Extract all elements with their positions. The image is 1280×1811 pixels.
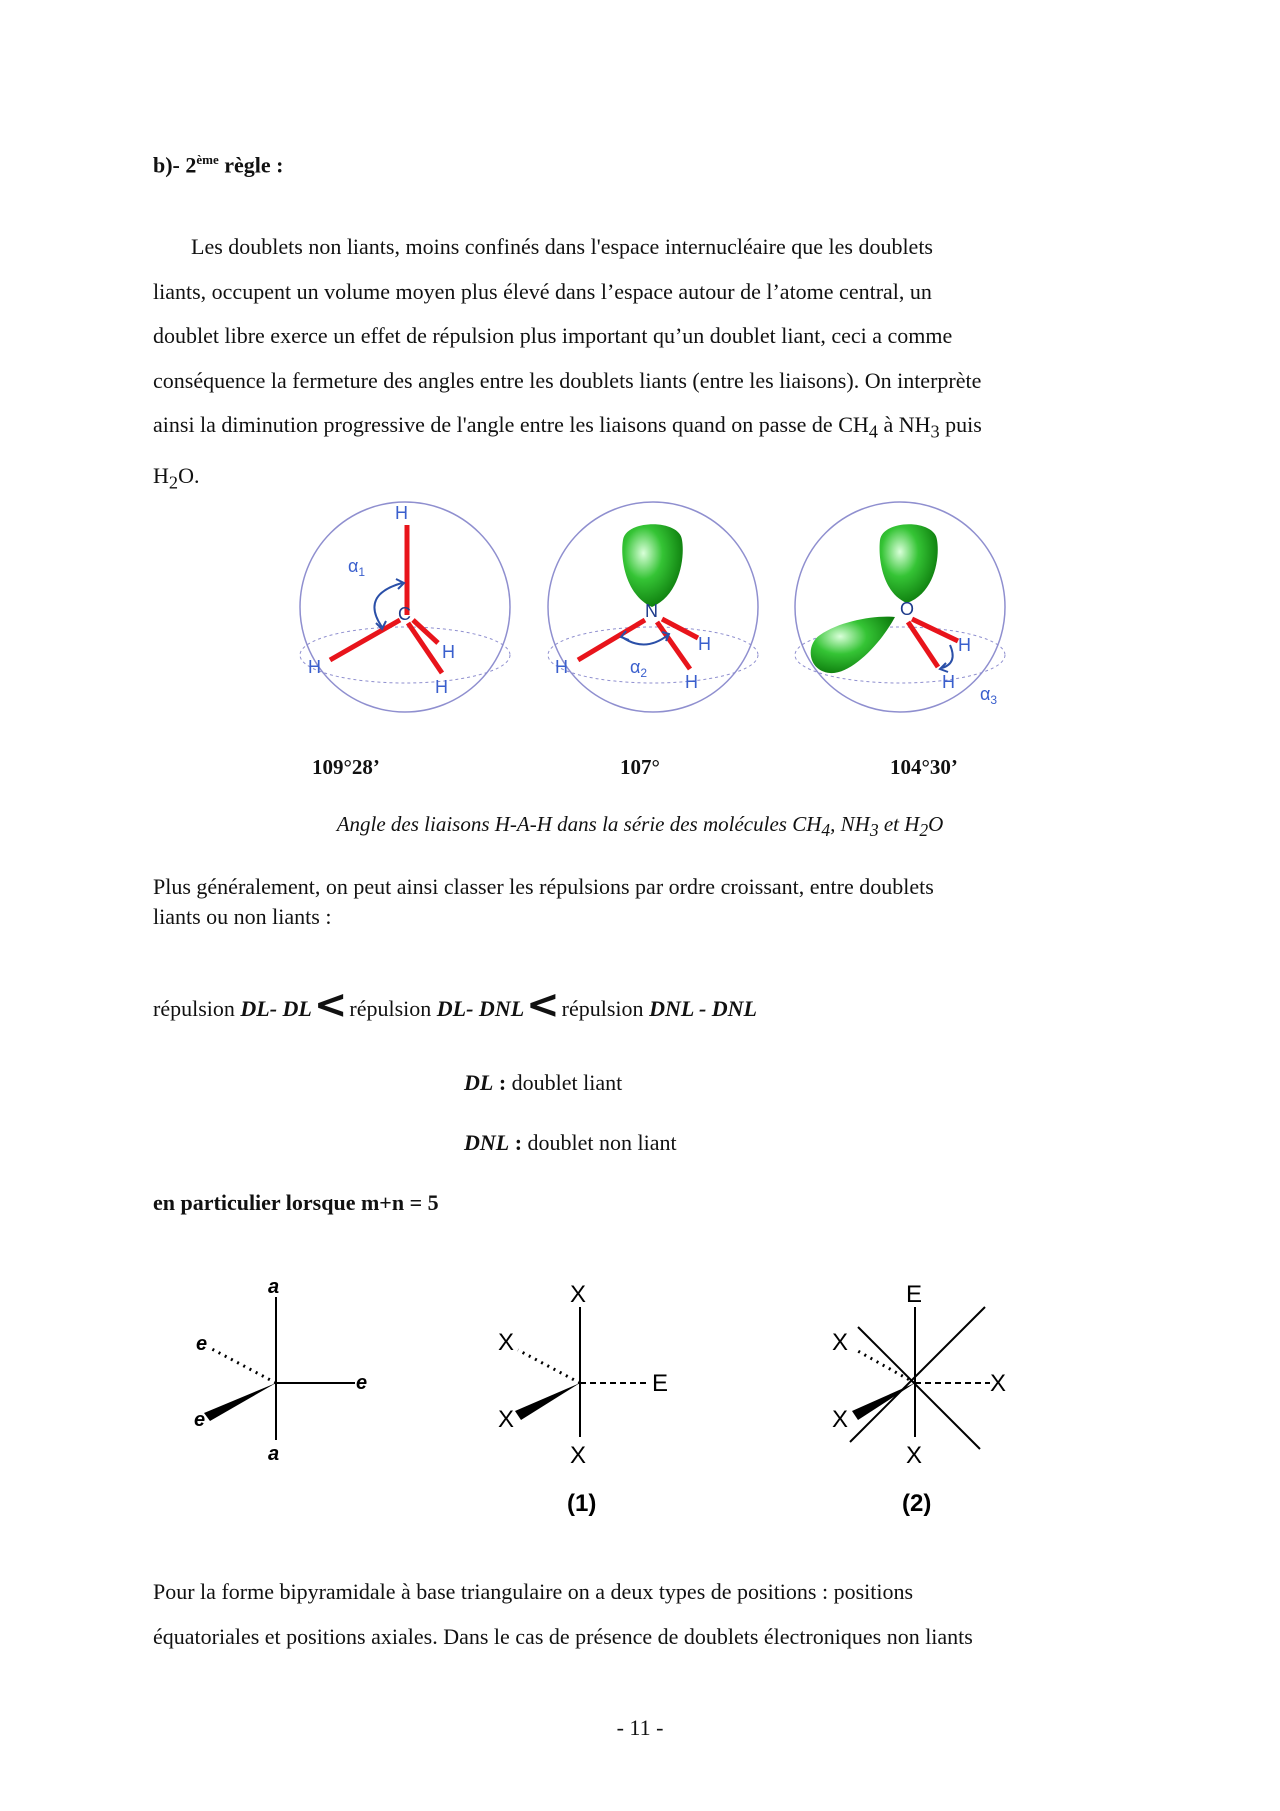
atom-label: X: [832, 1329, 849, 1356]
less-than-symbol: <: [313, 982, 348, 1028]
wedge-bond: [204, 1383, 276, 1421]
p1-line: Les doublets non liants, moins confinés dans l'espace internucléaire que les doublets: [191, 234, 933, 259]
p1-line: $H_2O$.: [153, 462, 200, 493]
equator-ellipse: [300, 627, 510, 683]
page-number: - 11 -: [616, 1715, 664, 1740]
angle-value-ch4: 109°28’: [312, 755, 380, 779]
atom-label: X: [990, 1370, 1007, 1397]
subheading-m-plus-n: en particulier lorsque m+n = 5: [153, 1190, 439, 1215]
angle-symbol: $\alpha_1$: [348, 556, 366, 579]
plane-line: [850, 1307, 985, 1442]
axial-label: a: [268, 1443, 280, 1465]
p1-line: doublet libre exerce un effet de répulsion plus important qu’un doublet liant, ceci a comme: [153, 323, 953, 348]
structure-2: [832, 1281, 1006, 1517]
lone-pair-lobe: [811, 617, 895, 673]
atom-label: X: [498, 1329, 515, 1356]
plane-line: [858, 1327, 980, 1449]
hashed-bond: [518, 1350, 580, 1383]
p2-line: Plus généralement, on peut ainsi classer les répulsions par ordre croissant, entre doublets: [153, 874, 934, 899]
atom-label: H: [435, 677, 448, 697]
less-than-symbol: <: [526, 982, 560, 1028]
lone-pair-lobe: [622, 524, 683, 607]
repulsion-order: répulsion DL- DL<répulsion DL- DNL<répulsion DNL - DNL: [153, 982, 757, 1028]
bond: [330, 620, 400, 660]
equatorial-label: e: [194, 1409, 206, 1431]
definition-dl: DL : doublet liant: [464, 1070, 623, 1095]
angle-symbol: $\alpha_3$: [980, 684, 998, 707]
paragraph-1: [153, 225, 1133, 505]
bipyramid-structures-figure: [180, 1275, 1030, 1545]
p1-line: ainsi la diminution progressive de l'angle entre les liaisons quand on passe de $CH_4$ à $NH_3$ puis: [153, 412, 982, 442]
p3-line: équatoriales et positions axiales. Dans le cas de présence de doublets électroniques non liants: [153, 1623, 973, 1649]
methane-model: [300, 502, 510, 712]
atom-label: H: [308, 657, 321, 677]
equatorial-label: e: [356, 1372, 368, 1394]
atom-label: H: [698, 634, 711, 654]
atom-label: X: [570, 1442, 587, 1469]
center-atom-label: O: [900, 599, 915, 619]
center-atom-label: N: [645, 601, 658, 621]
angle-value-h2o: 104°30’: [890, 755, 958, 779]
atom-label: X: [832, 1406, 849, 1433]
atom-label: X: [498, 1406, 515, 1433]
wedge-bond: [852, 1383, 915, 1420]
figure-caption: Angle des liaisons H-A-H dans la série des molécules $CH_4$, $NH_3$ et $H_2O$: [336, 812, 944, 841]
angle-symbol: $\alpha_2$: [630, 657, 648, 680]
p2-line: liants ou non liants :: [153, 904, 332, 929]
definition-dnl: DNL : doublet non liant: [464, 1130, 677, 1155]
wedge-bond: [515, 1383, 580, 1420]
atom-label: X: [570, 1281, 587, 1308]
structure-label: (1): [567, 1490, 597, 1517]
water-model: [795, 502, 1005, 712]
structure-label: (2): [902, 1490, 932, 1517]
atom-label: H: [958, 635, 971, 655]
axial-label: a: [268, 1276, 280, 1298]
ammonia-model: [548, 502, 758, 712]
bond: [578, 620, 645, 660]
lone-pair-lobe: [880, 524, 938, 603]
angle-value-nh3: 107°: [620, 755, 660, 779]
atom-label: H: [442, 642, 455, 662]
equatorial-label: e: [196, 1333, 208, 1355]
atom-label: E: [906, 1281, 923, 1308]
structure-1: [498, 1281, 668, 1517]
p1-line: liants, occupent un volume moyen plus élevé dans l’espace autour de l’atome central, un: [153, 278, 932, 304]
generic-bipyramid: [194, 1276, 367, 1465]
atom-label: H: [555, 657, 568, 677]
center-atom-label: C: [398, 604, 411, 624]
p1-line: conséquence la fermeture des angles entre les doublets liants (entre les liaisons). On interprète: [153, 367, 982, 393]
equator-ellipse: [548, 627, 758, 683]
atom-label: H: [685, 672, 698, 692]
atom-label: H: [395, 503, 408, 523]
p3-line: Pour la forme bipyramidale à base triangulaire on a deux types de positions : positions: [153, 1579, 914, 1604]
hashed-bond: [210, 1348, 276, 1383]
paragraph-2: [153, 872, 1133, 932]
paragraph-3: [153, 1570, 1133, 1659]
atom-label: E: [652, 1370, 669, 1397]
atom-label: H: [942, 672, 955, 692]
atom-label: X: [906, 1442, 923, 1469]
section-heading: b)- 2ème règle :: [153, 152, 284, 178]
vsepr-molecules-figure: [290, 495, 1030, 720]
